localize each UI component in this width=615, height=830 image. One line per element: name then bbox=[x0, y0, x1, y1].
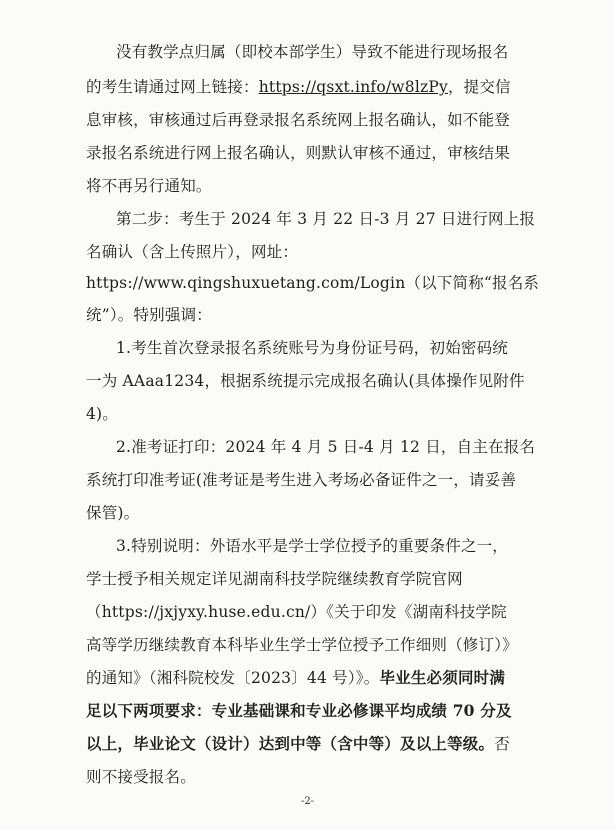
text-line: 第二步：考生于 2024 年 3 月 22 日-3 月 27 日进行网上报 bbox=[116, 210, 536, 228]
emphasis-text: 以上，毕业论文（设计）达到中等（含中等）及以上等级。 bbox=[86, 734, 495, 753]
text-line: 3.特别说明：外语水平是学士学位授予的重要条件之一， bbox=[116, 537, 508, 555]
text-line: 统”）。特别强调： bbox=[86, 306, 212, 324]
text-line: 一为 AAaa1234，根据系统提示完成报名确认(具体操作见附件 bbox=[86, 372, 525, 390]
text-segment: 的通知》（湘科院校发〔2023〕44 号）》。 bbox=[86, 669, 380, 687]
text-line: 录报名系统进行网上报名确认，则默认审核不通过，审核结果 bbox=[86, 144, 510, 162]
text-line: 将不再另行通知。 bbox=[86, 177, 212, 195]
text-segment: 否 bbox=[494, 735, 510, 753]
text-line: 4)。 bbox=[86, 405, 119, 423]
text-segment: 的考生请通过网上链接： bbox=[86, 78, 259, 96]
text-line: 高等学历继续教育本科毕业生学士学位授予工作细则（修订）》 bbox=[86, 636, 518, 654]
registration-link[interactable]: https://qsxt.info/w8lzPy bbox=[258, 78, 448, 96]
text-line: 没有教学点归属（即校本部学生）导致不能进行现场报名 bbox=[116, 43, 509, 61]
text-line: 则不接受报名。 bbox=[86, 768, 196, 786]
page-number: -2- bbox=[300, 796, 315, 807]
text-line: （https://jxjyxy.huse.edu.cn/）《关于印发《湖南科技学院 bbox=[86, 603, 507, 621]
emphasis-text: 毕业生必须同时满 bbox=[379, 668, 506, 687]
text-line: https://www.qingshuxuetang.com/Login（以下简称“报名系 bbox=[86, 274, 540, 292]
text-line: 名确认（含上传照片），网址： bbox=[86, 243, 299, 261]
text-line: 息审核，审核通过后再登录报名系统网上报名确认，如不能登 bbox=[86, 111, 510, 129]
text-line bbox=[86, 668, 505, 688]
text-line bbox=[86, 77, 511, 97]
text-line: 2.准考证打印：2024 年 4 月 5 日-4 月 12 日，自主在报名 bbox=[116, 438, 536, 456]
emphasis-line: 足以下两项要求：专业基础课和专业必修课平均成绩 70 分及 bbox=[86, 701, 512, 720]
text-line: 系统打印准考证(准考证是考生进入考场必备证件之一，请妥善 bbox=[86, 471, 517, 489]
text-line: 学士授予相关规定详见湖南科技学院继续教育学院官网 bbox=[86, 570, 463, 588]
text-line bbox=[86, 734, 510, 754]
text-line: 保管)。 bbox=[86, 504, 140, 522]
text-line: 1.考生首次登录报名系统账号为身份证号码，初始密码统 bbox=[116, 339, 508, 357]
text-segment: ，提交信 bbox=[447, 78, 511, 96]
